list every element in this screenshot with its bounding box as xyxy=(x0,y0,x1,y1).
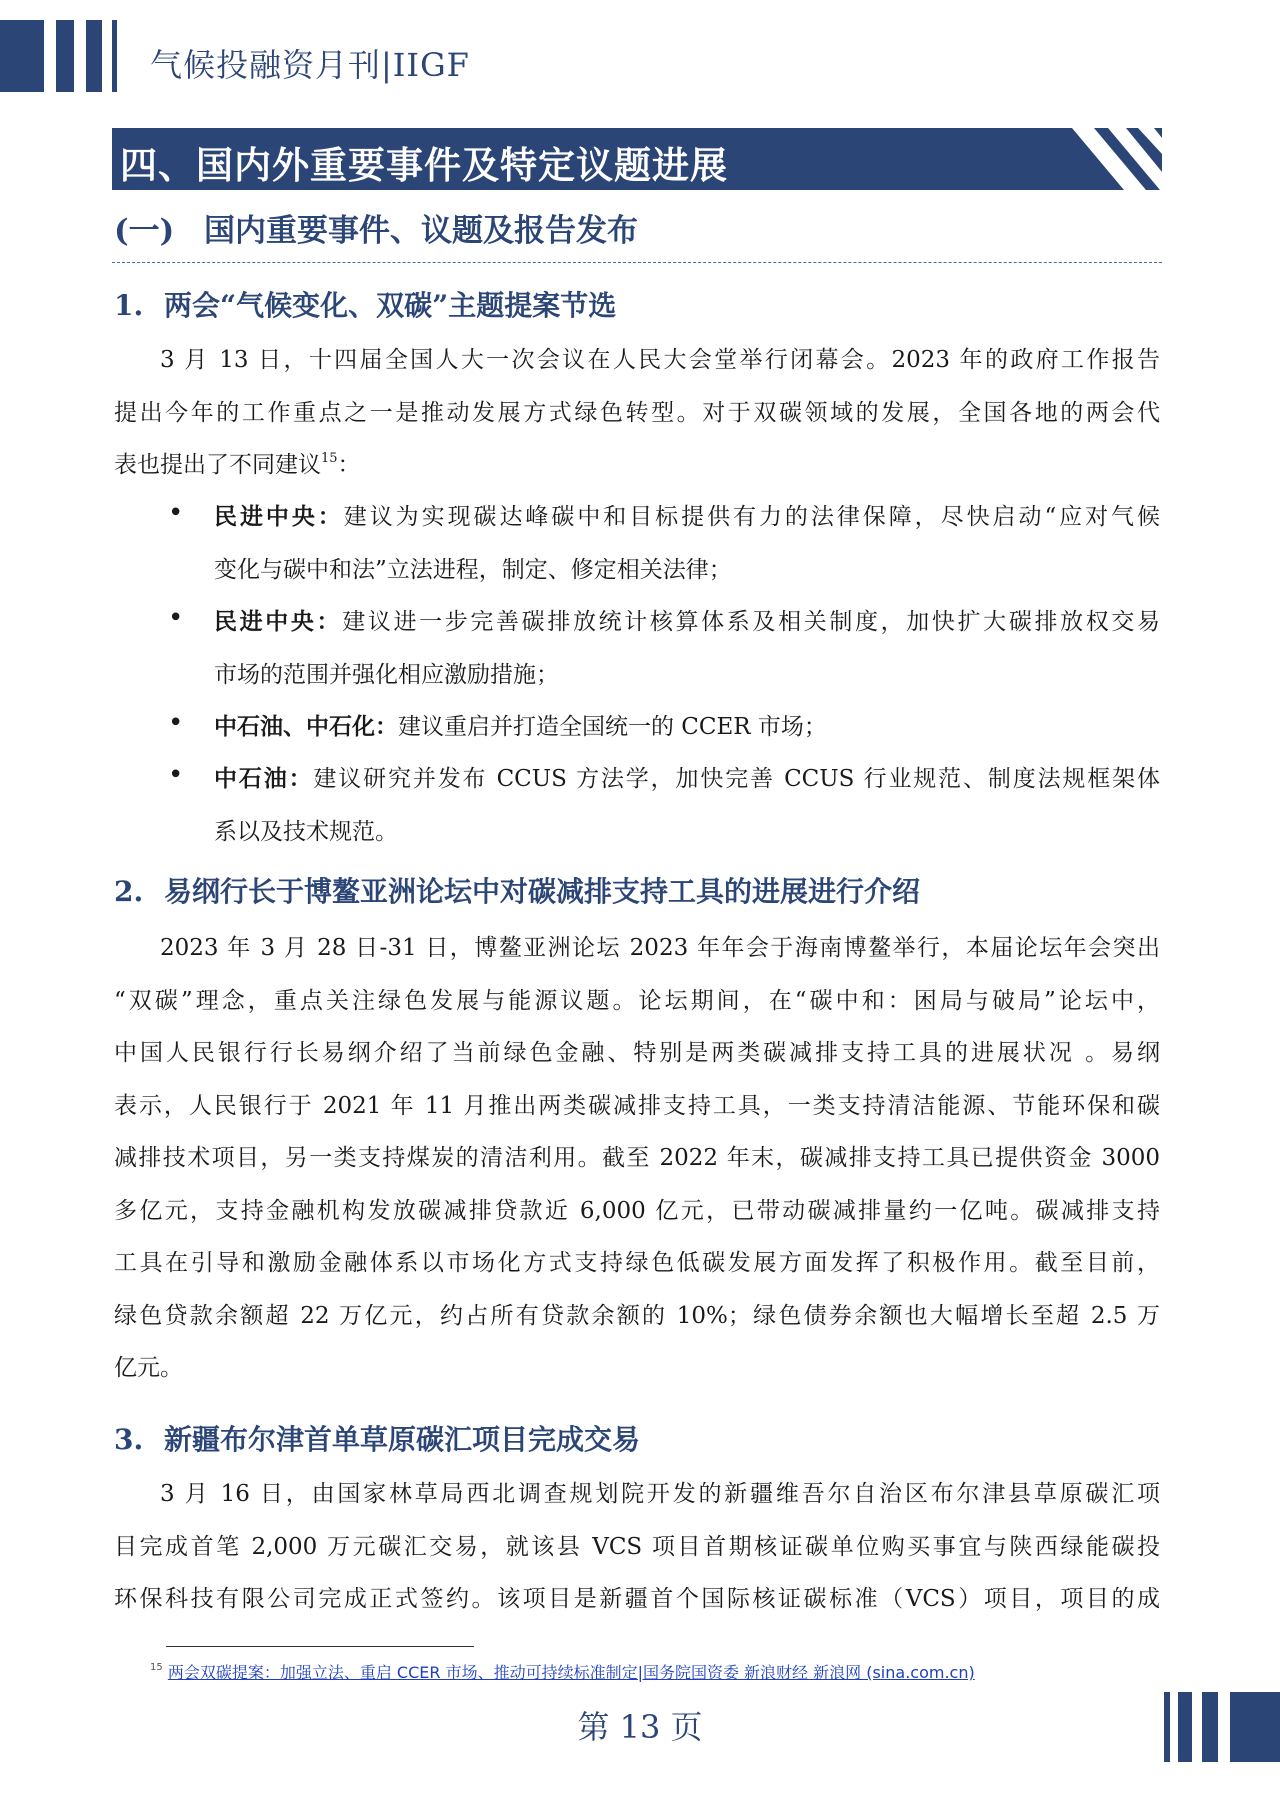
bullet-item: 中石油、中石化：建议重启并打造全国统一的 CCER 市场； xyxy=(214,713,827,740)
heading-3-title: 新疆布尔津首单草原碳汇项目完成交易 xyxy=(164,1423,641,1456)
paragraph-line: 3 月 13 日，十四届全国人大一次会议在人民大会堂举行闭幕会。2023 年的政府工作报告 xyxy=(160,347,1160,373)
heading-2 xyxy=(114,870,920,910)
heading-3 xyxy=(114,1418,640,1458)
heading-1-title: 两会“气候变化、双碳”主题提案节选 xyxy=(164,289,617,322)
bullet-label: 中石油、中石化： xyxy=(214,713,398,740)
bullet-item: 中石油：建议研究并发布 CCUS 方法学，加快完善 CCUS 行业规范、制度法规框架体 系以及技术规范。 xyxy=(214,765,1160,845)
section-title: 四、国内外重要事件及特定议题进展 xyxy=(120,143,728,187)
bullet-icon: • xyxy=(168,498,184,528)
paragraph-line: 2023 年 3 月 28 日-31 日，博鳌亚洲论坛 2023 年年会于海南博鳌举行，本届论坛年会突出 xyxy=(160,935,1160,961)
paragraph-line: 多亿元，支持金融机构发放碳减排贷款近 6,000 亿元，已带动碳减排量约一亿吨。碳减排支持 xyxy=(114,1197,1160,1224)
paragraph-line: 目完成首笔 2,000 万元碳汇交易，就该县 VCS 项目首期核证碳单位购买事宜与陕西绿能碳投 xyxy=(114,1533,1160,1560)
bullet-label: 民进中央： xyxy=(214,503,344,530)
footnote-rule xyxy=(166,1646,474,1647)
heading-1 xyxy=(114,284,616,324)
footnote-ref[interactable]: 15 xyxy=(321,451,338,466)
header-title: 气候投融资月刊|IIGF xyxy=(150,46,470,84)
subsection-title: 国内重要事件、议题及报告发布 xyxy=(204,213,638,249)
bullet-icon: • xyxy=(168,760,184,790)
heading-3-number: 3. xyxy=(114,1423,144,1456)
bullet-label: 中石油： xyxy=(214,765,314,792)
paragraph-2 xyxy=(114,922,1160,1395)
paragraph-line: “双碳”理念，重点关注绿色发展与能源议题。论坛期间，在“碳中和：困局与破局”论坛中， xyxy=(114,987,1160,1014)
bullet-icon: • xyxy=(168,603,184,633)
bullet-item: 民进中央：建议为实现碳达峰碳中和目标提供有力的法律保障，尽快启动“应对气候 变化与碳中和法”立法进程，制定、修定相关法律； xyxy=(214,503,1161,583)
section-banner xyxy=(112,128,1162,190)
paragraph-line: 亿元。 xyxy=(114,1355,183,1381)
paragraph-line: 3 月 16 日，由国家林草局西北调查规划院开发的新疆维吾尔自治区布尔津县草原碳汇项 xyxy=(160,1481,1160,1507)
banner-stripes-icon xyxy=(1072,128,1162,190)
dashed-divider xyxy=(112,262,1162,263)
bullet-label: 民进中央： xyxy=(214,608,343,635)
paragraph-line: 表也提出了不同建议$^{15}$： xyxy=(114,451,361,478)
page-number: 第 13 页 xyxy=(577,1708,703,1746)
bullet-icon: • xyxy=(168,708,184,738)
subsection-number: (一) xyxy=(114,213,175,249)
footnote-number: 15 xyxy=(150,1662,163,1673)
paragraph-line: 中国人民银行行长易纲介绍了当前绿色金融、特别是两类碳减排支持工具的进展状况 。易纲 xyxy=(114,1040,1160,1066)
heading-2-number: 2. xyxy=(114,875,144,908)
paragraph-line: 减排技术项目，另一类支持煤炭的清洁利用。截至 2022 年末，碳减排支持工具已提供资金 3000 xyxy=(114,1145,1160,1171)
subsection-heading xyxy=(114,205,638,250)
paragraph-3 xyxy=(114,1468,1160,1626)
paragraph-line: 环保科技有限公司完成正式签约。该项目是新疆首个国际核证碳标准（VCS）项目，项目的成 xyxy=(114,1586,1160,1612)
bullet-item: 民进中央：建议进一步完善碳排放统计核算体系及相关制度，加快扩大碳排放权交易 市场的范围并强化相应激励措施； xyxy=(214,608,1161,688)
heading-2-title: 易纲行长于博鳌亚洲论坛中对碳减排支持工具的进展进行介绍 xyxy=(164,875,921,908)
paragraph-line: 表示，人民银行于 2021 年 11 月推出两类碳减排支持工具，一类支持清洁能源、节能环保和碳 xyxy=(114,1092,1160,1119)
paragraph-line: 绿色贷款余额超 22 万亿元，约占所有贷款余额的 10%；绿色债券余额也大幅增长至超 2.5 万 xyxy=(114,1302,1160,1329)
heading-1-number: 1. xyxy=(114,289,144,322)
footnote-link[interactable]: 两会双碳提案：加强立法、重启 CCER 市场、推动可持续标准制定|国务院国资委 新浪财经 新浪网 (sina.com.cn) xyxy=(167,1663,975,1682)
footnote xyxy=(150,1660,975,1683)
paragraph-line: 工具在引导和激励金融体系以市场化方式支持绿色低碳发展方面发挥了积极作用。截至目前， xyxy=(114,1250,1160,1276)
paragraph-line: 提出今年的工作重点之一是推动发展方式绿色转型。对于双碳领域的发展，全国各地的两会代 xyxy=(114,399,1160,426)
paragraph-1 xyxy=(114,334,1160,492)
